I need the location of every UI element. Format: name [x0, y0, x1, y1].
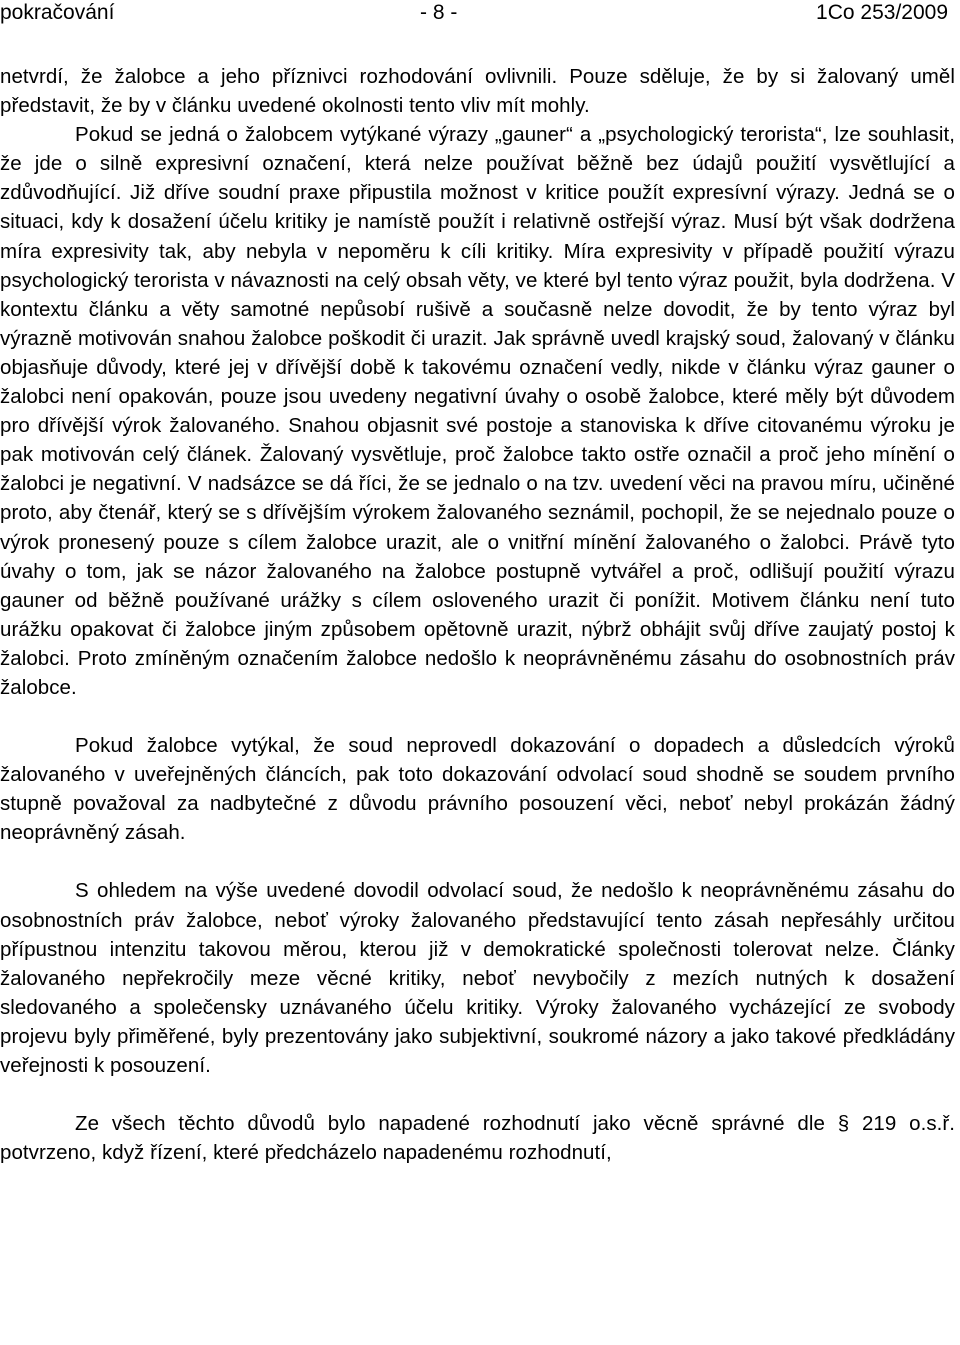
header-continuation-label: pokračování [0, 1, 115, 24]
paragraph-4: S ohledem na výše uvedené dovodil odvolací soud, že nedošlo k neoprávněnému zásahu do osobnostních práv žalobce, neboť výroky žalovaného představující tento zásah nepřesáhly určitou přípustnou intenzitu takovou měrou, kterou již v demokratické společnosti tolerovat nelze. Články žalovaného nepřekročily meze věcné kritiky, neboť nevybočily z mezích nutných k dosažení sledovaného a společensky uznávaného účelu kritiky. Výroky žalovaného vycházející ze svobody projevu byly přiměřené, byly prezentovány jako subjektivní, soukromé názory a jako takové předkládány veřejnosti k posouzení. [0, 879, 955, 1077]
page-header [0, 0, 960, 30]
paragraph-3: Pokud žalobce vytýkal, že soud neprovedl dokazování o dopadech a důsledcích výroků žalovaného v uveřejněných článcích, pak toto dokazování odvolací soud shodně se soudem prvního stupně považoval za nadbytečné z důvodu právního posouzení věci, neboť nebyl prokázán žádný neoprávněný zásah. [0, 734, 955, 845]
paragraph-1: netvrdí, že žalobce a jeho příznivci rozhodování ovlivnili. Pouze sděluje, že by si žalovaný uměl představit, že by v článku uvedené okolnosti tento vliv mít mohly. [0, 65, 955, 118]
paragraph-5: Ze všech těchto důvodů bylo napadené rozhodnutí jako věcně správné dle § 219 o.s.ř. potvrzeno, když řízení, které předcházelo napadenému rozhodnutí, [0, 1112, 955, 1165]
document-body [0, 62, 955, 1167]
header-case-number: 1Co 253/2009 [816, 1, 948, 24]
paragraph-2: Pokud se jedná o žalobcem vytýkané výrazy „gauner“ a „psychologický terorista“, lze souhlasit, že jde o silně expresivní označení, která nelze používat běžně bez údajů použití vysvětlující a zdůvodňující. Již dříve soudní praxe připustila možnost v kritice použít expresívní výrazy. Jedná se o situaci, kdy k dosažení účelu kritiky je namístě použít i relativně ostřejší výraz. Musí být však dodržena míra expresivity tak, aby nebyla v nepoměru k cíli kritiky. Míra expresivity v případě použití výrazu psychologický terorista v návaznosti na celý obsah věty, ve které byl tento výraz použit, byla dodržena. V kontextu článku a věty samotné nepůsobí rušivě a současně nelze dovodit, že by tento výraz byl výrazně motivován snahou žalobce poškodit či urazit. Jak správně uvedl krajský soud, žalovaný v článku objasňuje důvody, které jej v dřívější době k takovému označení vedly, nikde v článku výraz gauner o žalobci není opakován, pouze jsou uvedeny negativní úvahy o osobě žalobce, které měly být důvodem pro dřívější výrok žalovaného. Snahou objasnit své postoje a stanoviska k dříve citovanému výroku je pak motivován celý článek. Žalovaný vysvětluje, proč žalobce takto ostře označil a proč jeho mínění o žalobci je negativní. V nadsázce se dá říci, že se jednalo o na tzv. uvedení věci na pravou míru, učiněné proto, aby čtenář, který se s dřívějším výrokem žalovaného seznámil, pochopil, že se nejednalo pouze o výrok pronesený pouze s cílem žalobce urazit, ale o vnitřní mínění žalovaného o žalobci. Právě tyto úvahy o tom, jak se názor žalovaného na žalobce postupně vytvářel a proč, odlišují použití výrazu gauner od běžně používané urážky s cílem osloveného urazit či ponížit. Motivem článku není tuto urážku opakovat či žalobce jiným způsobem opětovně urazit, nýbrž obhájit svůj dříve zaujatý postoj k žalobci. Proto zmíněným označením žalobce nedošlo k neoprávněnému zásahu do osobnostních práv žalobce. [0, 123, 955, 699]
header-page-number: - 8 - [420, 1, 458, 24]
